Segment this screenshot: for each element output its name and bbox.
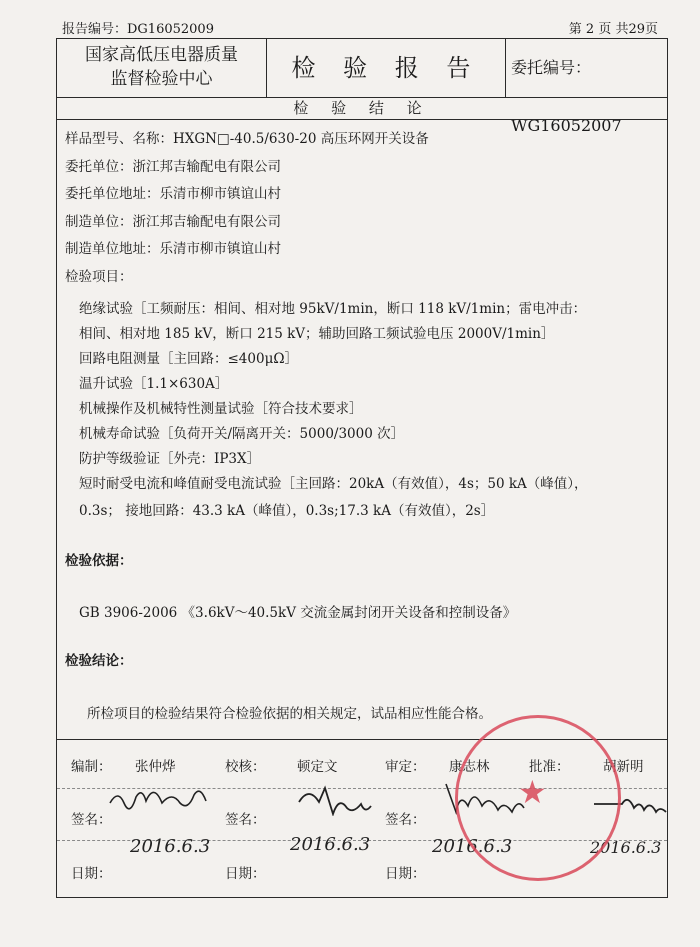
info-label: 样品型号、名称： [65, 131, 173, 147]
name-reviewer: 康志林 [449, 759, 490, 775]
organization [57, 39, 267, 97]
test-item: 温升试验［1.1×630A］ [79, 376, 229, 392]
signature-checker [295, 780, 375, 816]
info-value: 乐清市柳市镇谊山村 [159, 241, 281, 257]
test-item: 相间、相对地 185 kV，断口 215 kV；辅助回路工频试验电压 2000V/1min］ [79, 326, 555, 342]
info-label: 检验项目： [65, 269, 133, 285]
role-checker: 校核： [225, 759, 266, 775]
info-label: 制造单位地址： [65, 241, 160, 257]
commission-number: 委托编号：WG16052007 [511, 58, 622, 135]
name-approver: 胡新明 [603, 759, 644, 775]
signature-compiler [108, 785, 218, 815]
info-value: HXGN□-40.5/630-20 高压环网开关设备 [173, 131, 429, 147]
info-row-client-address [65, 182, 281, 202]
info-value: 乐清市柳市镇谊山村 [159, 186, 281, 202]
date-checker: 2016.6.3 [290, 834, 371, 855]
info-value: 浙江邦吉输配电有限公司 [132, 159, 281, 175]
page-indicator: 第 2 页 共29页 [568, 22, 658, 37]
report-title: 检 验 报 告 [267, 39, 506, 97]
name-checker: 顿定文 [297, 759, 338, 775]
info-value: 浙江邦吉输配电有限公司 [132, 214, 281, 230]
test-item: 回路电阻测量［主回路：≤400μΩ］ [79, 351, 299, 367]
info-row-test-items [65, 265, 133, 285]
report-number: 报告编号：DG16052009 [62, 22, 214, 37]
info-label: 委托单位地址： [65, 186, 160, 202]
test-item: 机械操作及机械特性测量试验［符合技术要求］ [79, 401, 363, 417]
date-approver: 2016.6.3 [590, 838, 662, 857]
info-row-manufacturer [65, 210, 281, 230]
sign-label: 签名： [71, 812, 112, 828]
name-compiler: 张仲烨 [135, 759, 176, 775]
date-compiler: 2016.6.3 [130, 836, 211, 857]
role-compiler: 编制： [71, 759, 112, 775]
official-seal [455, 715, 621, 881]
seal-star-icon: ★ [518, 773, 547, 811]
sign-label: 签名： [385, 812, 426, 828]
role-approver: 批准： [529, 759, 570, 775]
info-row-model [65, 127, 429, 147]
conclusion-text: 所检项目的检验结果符合检验依据的相关规定，试品相应性能合格。 [87, 706, 492, 722]
org-line-1: 国家高低压电器质量 [85, 45, 238, 65]
date-label: 日期： [225, 866, 266, 882]
basis-text: GB 3906-2006 《3.6kV～40.5kV 交流金属封闭开关设备和控制设备》 [79, 605, 517, 621]
conclusion-label: 检验结论： [65, 653, 133, 669]
sign-label: 签名： [225, 812, 266, 828]
role-reviewer: 审定： [385, 759, 426, 775]
test-item: 防护等级验证［外壳：IP3X］ [79, 451, 261, 467]
test-item: 短时耐受电流和峰值耐受电流试验［主回路：20kA（有效值），4s；50 kA（峰值）， [79, 476, 588, 492]
test-item: 0.3s； 接地回路：43.3 kA（峰值），0.3s;17.3 kA（有效值），2s］ [79, 503, 495, 519]
section-title: 检 验 结 论 [57, 97, 667, 120]
org-line-2: 监督检验中心 [110, 69, 213, 89]
basis-label: 检验依据： [65, 553, 133, 569]
info-row-client [65, 155, 281, 175]
info-row-manufacturer-address [65, 237, 281, 257]
date-label: 日期： [385, 866, 426, 882]
test-item: 机械寿命试验［负荷开关/隔离开关：5000/3000 次］ [79, 426, 405, 442]
info-label: 制造单位： [65, 214, 133, 230]
test-item: 绝缘试验［工频耐压：相间、相对地 95kV/1min，断口 118 kV/1min；雷电冲击： [79, 301, 587, 317]
date-reviewer: 2016.6.3 [432, 836, 513, 857]
date-label: 日期： [71, 866, 112, 882]
info-label: 委托单位： [65, 159, 133, 175]
